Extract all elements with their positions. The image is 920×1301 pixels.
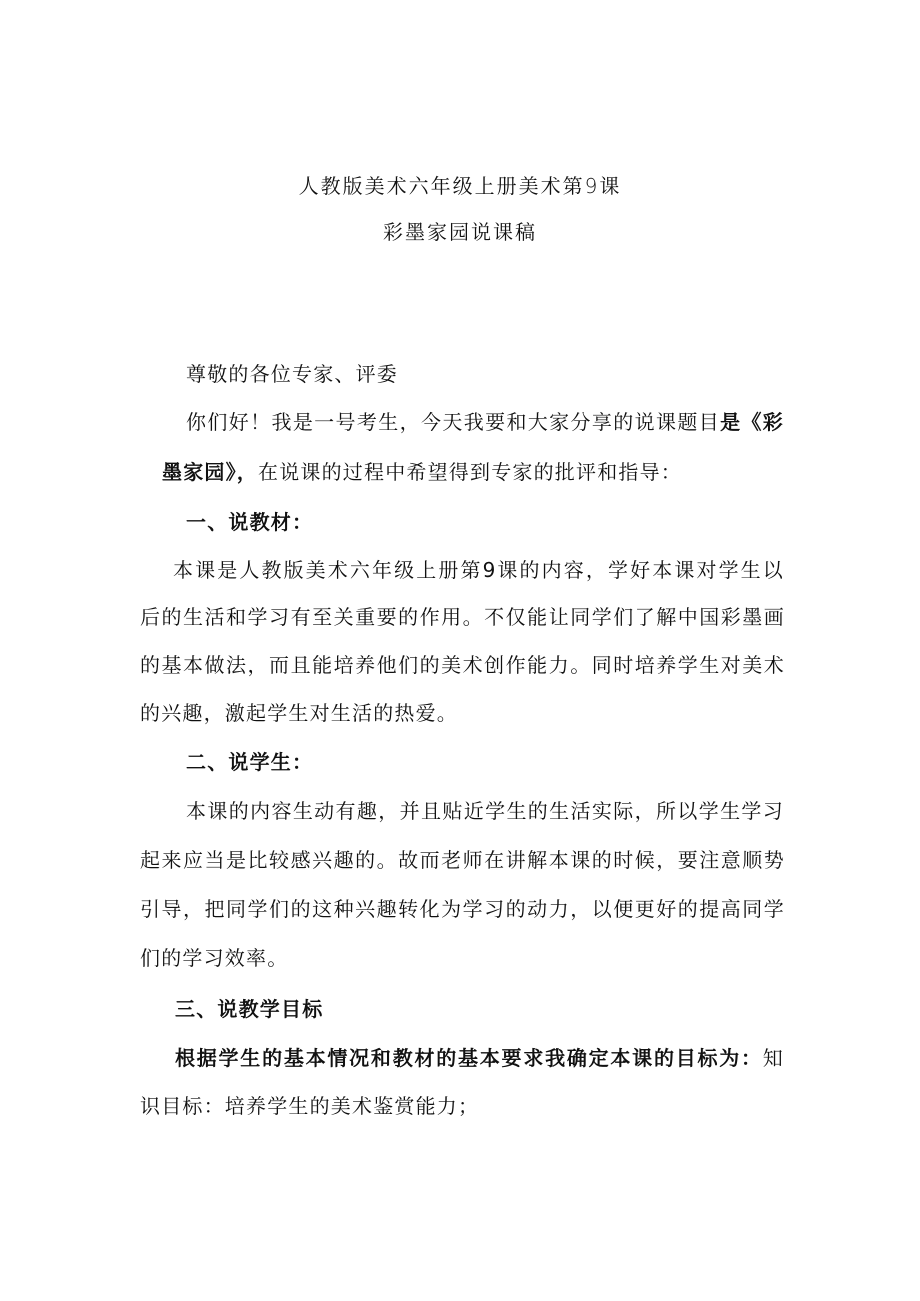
section-2-line-3: 引导，把同学们的这种兴趣转化为学习的动力，以便更好的提高同学 (140, 897, 785, 921)
section-1-line-3: 的基本做法，而且能培养他们的美术创作能力。同时培养学生对美术 (140, 653, 785, 677)
intro-line-2-text: 在说课的过程中希望得到专家的批评和指导： (258, 460, 682, 484)
section-2-heading: 二、说学生： (186, 750, 314, 774)
section-3-line-1-rest: 知 (762, 1046, 784, 1070)
greeting: 尊敬的各位专家、评委 (186, 362, 398, 386)
section-3-line-2: 识目标：培养学生的美术鉴赏能力； (140, 1094, 480, 1118)
intro-line-2 (162, 458, 807, 486)
intro-line-1 (186, 408, 784, 436)
document-subtitle: 彩墨家园说课稿 (383, 220, 537, 244)
intro-lesson-name: 墨家园》， (162, 460, 258, 484)
section-2-line-1: 本课的内容生动有趣，并且贴近学生的生活实际，所以学生学习 (186, 799, 784, 823)
document-title: 人教版美术六年级上册美术第9课 (298, 174, 622, 198)
section-3-line-1 (175, 1044, 784, 1072)
section-2-line-2: 起来应当是比较感兴趣的。故而老师在讲解本课的时候，要注意顺势 (140, 848, 785, 872)
section-1-line-2: 后的生活和学习有至关重要的作用。不仅能让同学们了解中国彩墨画 (140, 605, 785, 629)
section-1-line-4: 的兴趣，激起学生对生活的热爱。 (140, 701, 458, 725)
section-3-heading: 三、说教学目标 (175, 997, 324, 1021)
section-1-line-1: 本课是人教版美术六年级上册第9课的内容，学好本课对学生以 (173, 558, 784, 582)
intro-text: 你们好！我是一号考生，今天我要和大家分享的说课题目 (186, 410, 721, 434)
section-2-line-4: 们的学习效率。 (140, 946, 289, 970)
section-1-heading: 一、说教材： (186, 510, 314, 534)
intro-bold-text: 是《彩 (720, 410, 785, 434)
section-3-line-1-bold: 根据学生的基本情况和教材的基本要求我确定本课的目标为： (175, 1046, 763, 1070)
